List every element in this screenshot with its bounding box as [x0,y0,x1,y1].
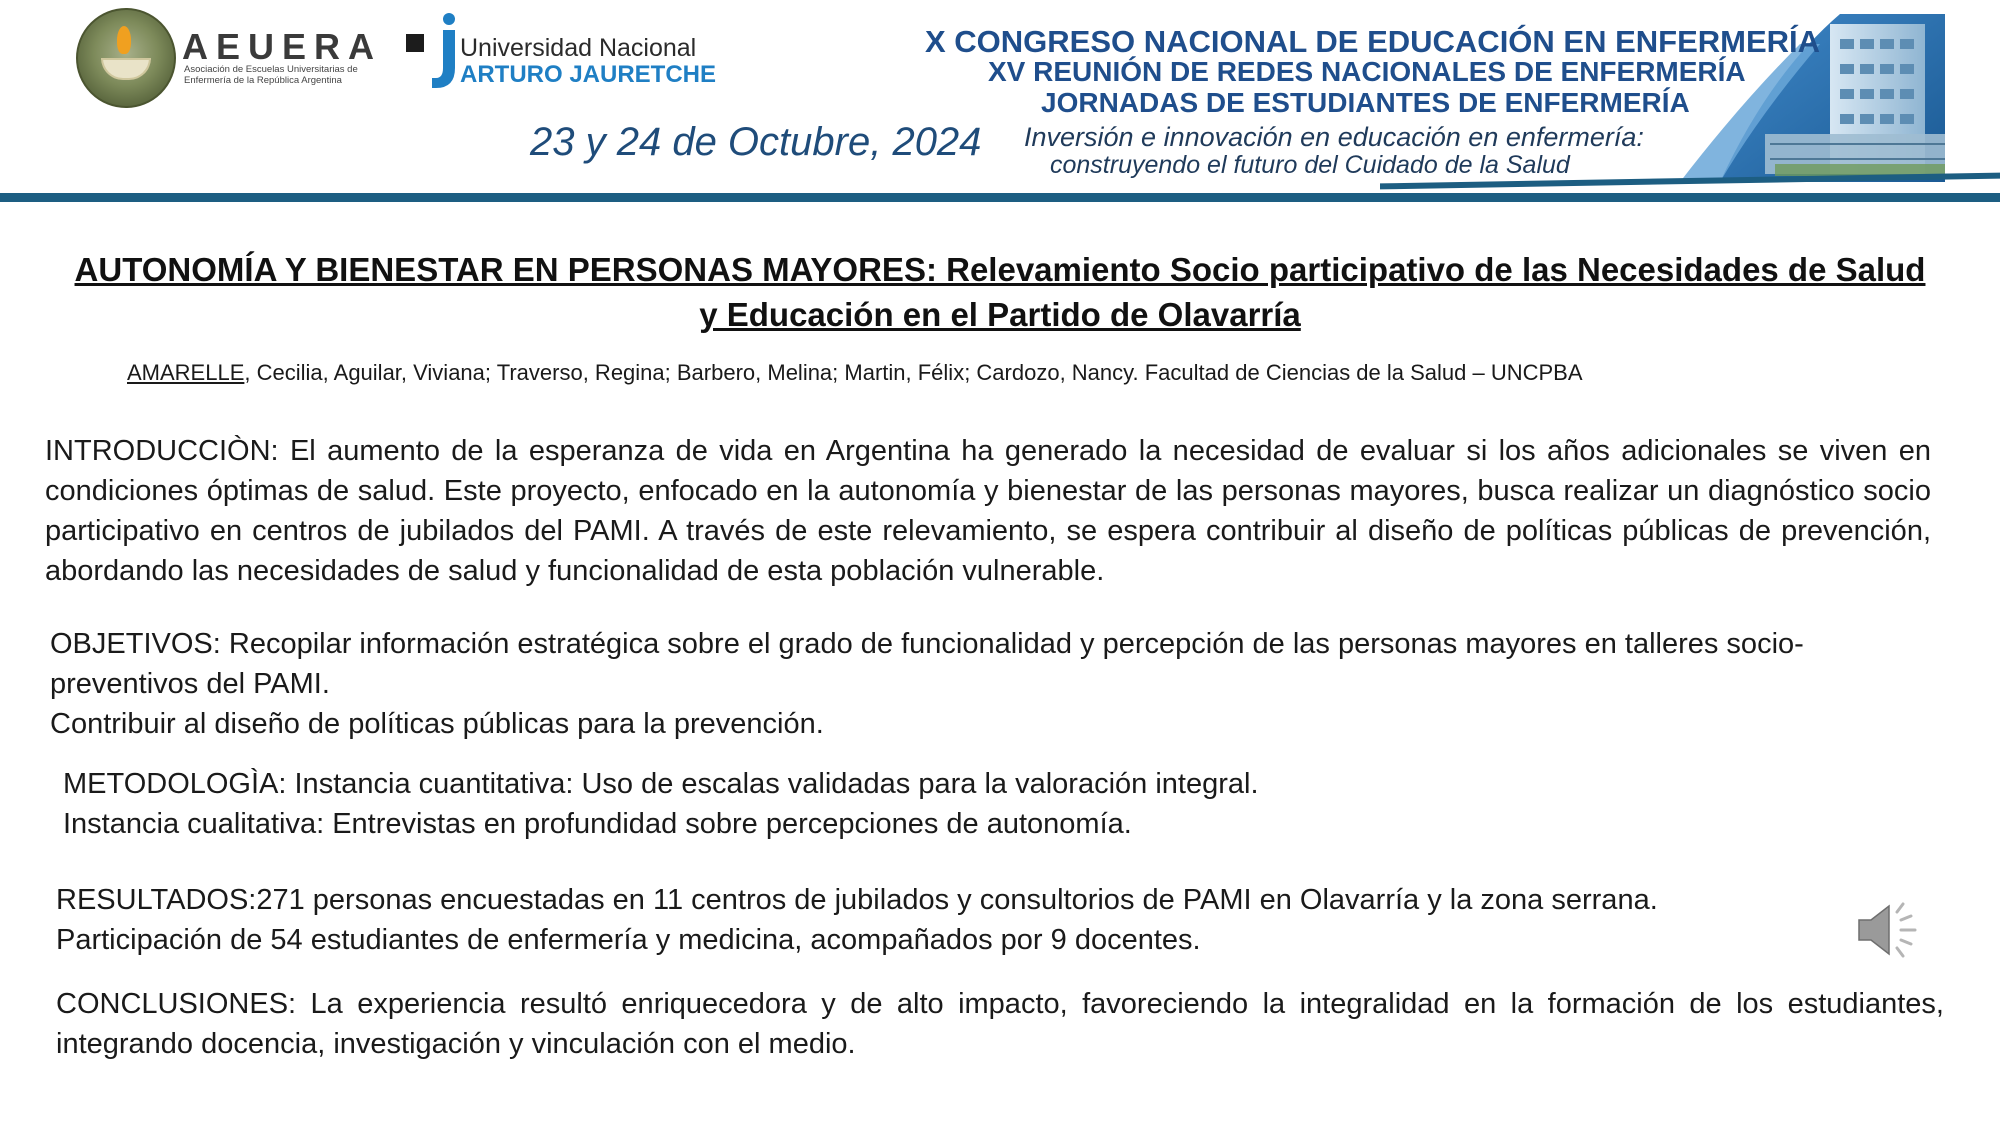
section-introduccion: INTRODUCCIÒN: El aumento de la esperanza de vida en Argentina ha generado la necesidad de evaluar si los años adicionales se viven en condiciones óptimas de salud. Este proyecto, enfocado en la autonomía y bienestar de las personas mayores, busca realizar un diagnóstico socio participativo en centros de jubilados del PAMI. A través de este relevamiento, se espera contribuir al diseño de políticas públicas de prevención, abordando las necesidades de salud y funcionalidad de esta población vulnerable. [45,435,1931,587]
aeuera-subtitle: Asociación de Escuelas Universitarias de Enfermería de la República Argentina [184,64,358,86]
aeuera-name: AEUERA [182,26,383,67]
unaj-name-line2: ARTURO JAURETCHE [460,61,717,88]
congress-title-line2: XV REUNIÓN DE REDES NACIONALES DE ENFERMERÍA [988,56,1746,87]
section-metodologia [63,764,1913,844]
congress-tagline-line1: Inversión e innovación en educación en enfermería: [1024,122,1644,152]
event-date: 23 y 24 de Octubre, 2024 [530,120,982,164]
objetivos-line1: OBJETIVOS: Recopilar información estratégica sobre el grado de funcionalidad y percepción de las personas mayores en talleres socio-preventivos del PAMI. [50,628,1804,700]
congress-title-line1: X CONGRESO NACIONAL DE EDUCACIÓN EN ENFERMERÍA [925,24,1821,59]
header-rule [0,193,2000,202]
resultados-line2: Participación de 54 estudiantes de enfermería y medicina, acompañados por 9 docentes. [56,924,1201,956]
unaj-j-icon [430,12,458,90]
unaj-square-icon [406,34,424,52]
congress-title-line3: JORNADAS DE ESTUDIANTES DE ENFERMERÍA [1041,87,1690,118]
metodologia-line2: Instancia cualitativa: Entrevistas en profundidad sobre percepciones de autonomía. [63,808,1132,840]
section-objetivos [50,624,1940,744]
co-authors: , Cecilia, Aguilar, Viviana; Traverso, Regina; Barbero, Melina; Martin, Félix; Cardozo, Nancy. Facultad de Ciencias de la Salud – UNCPBA [244,360,1583,385]
authors-line [127,360,1583,386]
congress-tagline-line2: construyendo el futuro del Cuidado de la Salud [1050,151,1570,179]
unaj-name-line1: Universidad Nacional [460,34,697,62]
metodologia-line1: METODOLOGÌA: Instancia cuantitativa: Uso de escalas validadas para la valoración integral. [63,768,1259,800]
speaker-icon[interactable] [1855,898,1921,962]
resultados-line1: RESULTADOS:271 personas encuestadas en 11 centros de jubilados y consultorios de PAMI en Olavarría y la zona serrana. [56,884,1658,916]
section-conclusiones: CONCLUSIONES: La experiencia resultó enriquecedora y de alto impacto, favoreciendo la integralidad en la formación de los estudiantes, integrando docencia, investigación y vinculación con el medio. [56,988,1944,1060]
lead-author: AMARELLE [127,360,245,385]
objetivos-line2: Contribuir al diseño de políticas públicas para la prevención. [50,708,824,740]
section-resultados [56,880,1936,960]
flame-icon [117,26,131,54]
slide-header [0,0,2000,205]
paper-title: AUTONOMÍA Y BIENESTAR EN PERSONAS MAYORES: Relevamiento Socio participativo de las Necesidades de Salud y Educación en el Partido de Olavarría [74,251,1926,333]
